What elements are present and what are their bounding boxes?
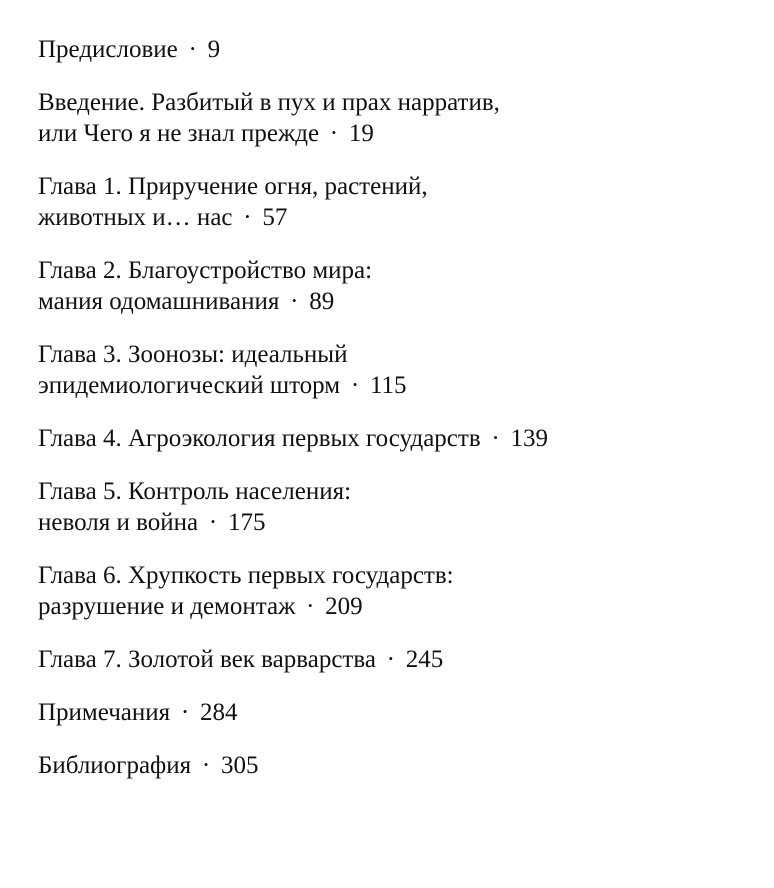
- toc-entry-bibliography: [38, 750, 738, 781]
- toc-separator: ·: [201, 752, 211, 779]
- toc-separator: ·: [350, 372, 360, 399]
- toc-entry-title-line: [38, 171, 738, 202]
- toc-entry-title: Глава 6. Хрупкость первых государств:: [38, 562, 454, 589]
- toc-page-number: 57: [262, 204, 288, 231]
- toc-entry-title-line: [38, 370, 738, 401]
- toc-entry-introduction: [38, 87, 738, 149]
- toc-entry-title-line: [38, 560, 738, 591]
- toc-entry-title-line: [38, 34, 738, 65]
- toc-entry-title-continued: животных и… нас: [38, 204, 233, 231]
- toc-page-number: 9: [207, 36, 221, 63]
- toc-entry-title-line: [38, 286, 738, 317]
- toc-separator: ·: [290, 288, 299, 315]
- toc-separator: ·: [208, 509, 218, 536]
- toc-page-number: 209: [325, 593, 363, 620]
- toc-separator: ·: [306, 593, 315, 620]
- toc-entry-title-line: [38, 476, 738, 507]
- toc-entry-title-line: [38, 423, 738, 454]
- toc-entry-chapter-6: [38, 560, 738, 622]
- toc-page-number: 115: [369, 372, 407, 399]
- toc-entry-title: Глава 7. Золотой век варварства: [38, 646, 376, 673]
- toc-page-number: 284: [199, 699, 238, 726]
- toc-entry-title: Глава 3. Зоонозы: идеальный: [38, 341, 348, 368]
- toc-entry-title-line: [38, 591, 738, 622]
- toc-entry-title-line: [38, 118, 738, 149]
- toc-entry-title-line: [38, 202, 738, 233]
- toc-entry-chapter-4: [38, 423, 738, 454]
- toc-entry-title: Глава 4. Агроэкология первых государств: [38, 425, 481, 452]
- toc-entry-title-line: [38, 255, 738, 286]
- toc-separator: ·: [180, 699, 190, 726]
- toc-page-number: 305: [220, 752, 259, 779]
- toc-entry-title-line: [38, 644, 738, 675]
- toc-separator: ·: [491, 425, 500, 452]
- toc-entry-title: Предисловие: [38, 36, 178, 63]
- toc-entry-title: Глава 1. Приручение огня, растений,: [38, 173, 428, 200]
- toc-separator: ·: [188, 36, 197, 63]
- toc-page-number: 175: [227, 509, 266, 536]
- toc-entry-title-line: [38, 697, 738, 728]
- toc-separator: ·: [329, 120, 339, 147]
- toc-entry-chapter-7: [38, 644, 738, 675]
- toc-entry-title: Глава 2. Благоустройство мира:: [38, 257, 373, 284]
- toc-entry-title-continued: неволя и война: [38, 509, 199, 536]
- toc-entry-chapter-3: [38, 339, 738, 401]
- toc-entry-chapter-5: [38, 476, 738, 538]
- toc-entry-title-line: [38, 87, 738, 118]
- toc-entry-chapter-1: [38, 171, 738, 233]
- toc-entry-title: Библиография: [38, 752, 192, 779]
- toc-page-number: 139: [510, 425, 548, 452]
- toc-entry-title-line: [38, 750, 738, 781]
- toc-entry-notes: [38, 697, 738, 728]
- toc-separator: ·: [386, 646, 395, 673]
- toc-entry-preface: [38, 34, 738, 65]
- toc-entry-title: Глава 5. Контроль населения:: [38, 478, 352, 505]
- toc-entry-title-continued: эпидемиологический шторм: [38, 372, 341, 399]
- toc-page-number: 89: [309, 288, 335, 315]
- toc-entry-title-continued: разрушение и демонтаж: [38, 593, 296, 620]
- toc-entry-title-line: [38, 507, 738, 538]
- toc-page-number: 19: [348, 120, 374, 147]
- toc-entry-title: Введение. Разбитый в пух и прах нарратив,: [38, 89, 500, 116]
- toc-page-number: 245: [405, 646, 444, 673]
- table-of-contents: [38, 34, 738, 803]
- toc-entry-title-line: [38, 339, 738, 370]
- toc-entry-chapter-2: [38, 255, 738, 317]
- toc-separator: ·: [243, 204, 252, 231]
- toc-entry-title-continued: или Чего я не знал прежде: [38, 120, 320, 147]
- toc-entry-title-continued: мания одомашнивания: [38, 288, 280, 315]
- toc-entry-title: Примечания: [38, 699, 171, 726]
